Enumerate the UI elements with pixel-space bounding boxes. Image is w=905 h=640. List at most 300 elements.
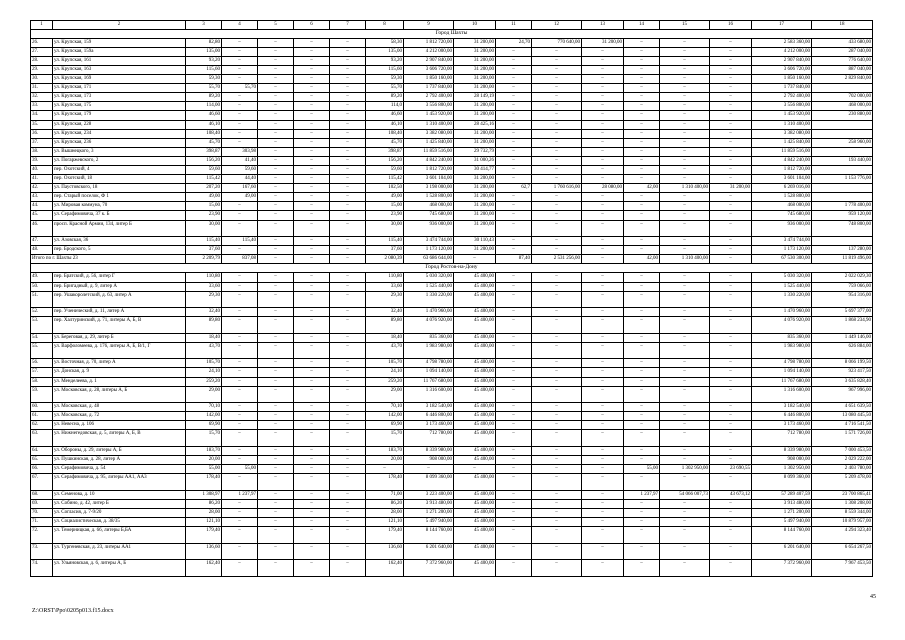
- value-cell: –: [330, 202, 366, 211]
- value-cell: –: [496, 220, 532, 237]
- value-cell: –: [582, 474, 624, 491]
- value-cell: –: [222, 455, 258, 464]
- row-number-cell: 28.: [31, 56, 53, 65]
- value-cell: –: [624, 455, 660, 464]
- value-cell: –: [330, 359, 366, 368]
- value-cell: –: [258, 47, 294, 56]
- value-cell: –: [532, 359, 582, 368]
- value-cell: –: [330, 282, 366, 291]
- value-cell: –: [532, 465, 582, 474]
- value-cell: –: [660, 308, 710, 317]
- value-cell: –: [660, 175, 710, 184]
- value-cell: 3 601 104,00: [404, 175, 454, 184]
- value-cell: –: [294, 220, 330, 237]
- value-cell: –: [330, 273, 366, 282]
- value-cell: –: [582, 175, 624, 184]
- value-cell: –: [330, 333, 366, 342]
- value-cell: –: [330, 220, 366, 237]
- row-number-cell: 66.: [31, 465, 53, 474]
- value-cell: –: [496, 508, 532, 517]
- value-cell: –: [222, 527, 258, 544]
- row-number-cell: 46.: [31, 220, 53, 237]
- value-cell: 887 040,00: [812, 65, 873, 74]
- value-cell: –: [496, 377, 532, 386]
- value-cell: 8 099 360,00: [404, 474, 454, 491]
- value-cell: [812, 237, 873, 246]
- address-cell: ул. Азовская, 36: [53, 237, 186, 246]
- value-cell: –: [660, 455, 710, 464]
- value-cell: 1 425 840,00: [404, 138, 454, 147]
- value-cell: –: [532, 527, 582, 544]
- value-cell: –: [330, 156, 366, 165]
- value-cell: –: [624, 156, 660, 165]
- address-cell: пер. Бродского, 5: [53, 246, 186, 255]
- value-cell: 115,40: [366, 237, 404, 246]
- value-cell: 3 556 800,00: [752, 102, 812, 111]
- value-cell: 49,00: [366, 193, 404, 202]
- value-cell: –: [258, 56, 294, 65]
- value-cell: –: [710, 129, 752, 138]
- value-cell: –: [294, 129, 330, 138]
- value-cell: –: [532, 237, 582, 246]
- value-cell: –: [330, 317, 366, 334]
- value-cell: –: [330, 120, 366, 129]
- table-row: [31, 308, 873, 317]
- value-cell: –: [660, 102, 710, 111]
- value-cell: –: [222, 412, 258, 421]
- value-cell: –: [496, 282, 532, 291]
- value-cell: 3 173 460,00: [404, 421, 454, 430]
- value-cell: 37,60: [186, 246, 222, 255]
- value-cell: 69,90: [366, 421, 404, 430]
- value-cell: –: [258, 282, 294, 291]
- value-cell: –: [660, 421, 710, 430]
- address-cell: ул. Крупская, 161: [53, 56, 186, 65]
- value-cell: 954 316,00: [812, 291, 873, 308]
- value-cell: –: [496, 166, 532, 175]
- value-cell: 46,10: [366, 120, 404, 129]
- value-cell: –: [532, 129, 582, 138]
- value-cell: 748 800,00: [812, 220, 873, 237]
- value-cell: –: [532, 47, 582, 56]
- value-cell: –: [222, 291, 258, 308]
- value-cell: –: [258, 65, 294, 74]
- address-cell: ул. Крупская, 228: [53, 120, 186, 129]
- value-cell: –: [624, 430, 660, 447]
- row-number-cell: 35.: [31, 120, 53, 129]
- file-path-footer: Z:\ORST\Ppo\0205p013.f15.docx: [32, 608, 114, 614]
- value-cell: 259,20: [186, 377, 222, 386]
- value-cell: –: [294, 111, 330, 120]
- value-cell: 4 798 780,00: [404, 359, 454, 368]
- value-cell: 31 200,00: [454, 65, 496, 74]
- address-cell: ул. Пушкинская, д. 28, литер А: [53, 455, 186, 464]
- row-number-cell: 36.: [31, 129, 53, 138]
- value-cell: –: [330, 75, 366, 84]
- table-row: [31, 455, 873, 464]
- value-cell: 45 400,00: [454, 377, 496, 386]
- value-cell: –: [496, 465, 532, 474]
- value-cell: –: [294, 386, 330, 403]
- value-cell: –: [496, 543, 532, 560]
- value-cell: –: [710, 102, 752, 111]
- column-number-cell: 2: [53, 21, 186, 30]
- value-cell: 86,20: [186, 499, 222, 508]
- value-cell: –: [294, 560, 330, 577]
- value-cell: –: [330, 527, 366, 544]
- address-cell: ул. Невесна, д. 106: [53, 421, 186, 430]
- value-cell: –: [294, 291, 330, 308]
- value-cell: –: [294, 166, 330, 175]
- value-cell: 93,20: [186, 56, 222, 65]
- row-number-cell: 71.: [31, 517, 53, 526]
- value-cell: –: [582, 333, 624, 342]
- address-cell: пер. Ушакоролетский, д. 63, литер А: [53, 291, 186, 308]
- value-cell: –: [294, 421, 330, 430]
- address-cell: ул. Восточная, д. 70, литер А: [53, 359, 186, 368]
- value-cell: –: [710, 430, 752, 447]
- value-cell: –: [496, 138, 532, 147]
- value-cell: –: [532, 342, 582, 359]
- value-cell: 4 651 639,50: [812, 403, 873, 412]
- value-cell: –: [624, 368, 660, 377]
- value-cell: –: [532, 75, 582, 84]
- value-cell: –: [294, 465, 330, 474]
- column-number-cell: 15: [660, 21, 710, 30]
- value-cell: 776 640,00: [812, 56, 873, 65]
- value-cell: –: [582, 455, 624, 464]
- value-cell: 31 200,00: [454, 102, 496, 111]
- value-cell: –: [660, 202, 710, 211]
- value-cell: 46,10: [186, 120, 222, 129]
- value-cell: –: [710, 359, 752, 368]
- value-cell: –: [660, 273, 710, 282]
- value-cell: 45 400,00: [454, 359, 496, 368]
- address-cell: ул. Социалистическая, д. 38/35: [53, 517, 186, 526]
- value-cell: –: [294, 93, 330, 102]
- value-cell: 115,42: [186, 175, 222, 184]
- value-cell: –: [222, 273, 258, 282]
- value-cell: 45 400,00: [454, 430, 496, 447]
- value-cell: –: [582, 421, 624, 430]
- value-cell: –: [294, 138, 330, 147]
- value-cell: –: [222, 386, 258, 403]
- value-cell: –: [258, 368, 294, 377]
- column-number-cell: 1: [31, 21, 53, 30]
- table-row: [31, 430, 873, 447]
- value-cell: –: [294, 75, 330, 84]
- value-cell: –: [330, 166, 366, 175]
- value-cell: –: [582, 211, 624, 220]
- value-cell: –: [258, 446, 294, 455]
- table-row: [31, 446, 873, 455]
- value-cell: –: [582, 220, 624, 237]
- row-number-cell: 41.: [31, 175, 53, 184]
- value-cell: 468 000,00: [812, 102, 873, 111]
- value-cell: 20,00: [366, 455, 404, 464]
- value-cell: –: [222, 421, 258, 430]
- value-cell: 1 737 840,00: [752, 84, 812, 93]
- value-cell: –: [660, 543, 710, 560]
- row-number-cell: 56.: [31, 359, 53, 368]
- total-value-cell: –: [294, 255, 330, 264]
- value-cell: –: [294, 543, 330, 560]
- value-cell: 37,60: [366, 246, 404, 255]
- value-cell: 3 913 480,00: [404, 499, 454, 508]
- value-cell: 28 149,19: [454, 93, 496, 102]
- value-cell: –: [496, 111, 532, 120]
- value-cell: 2 403 780,00: [812, 465, 873, 474]
- total-value-cell: –: [454, 255, 496, 264]
- value-cell: 15,70: [186, 430, 222, 447]
- address-cell: ул. Варфоломеева, д. 176, литеры А, Б, В/1, Г: [53, 342, 186, 359]
- value-cell: –: [660, 499, 710, 508]
- value-cell: 3 606 720,00: [752, 65, 812, 74]
- table-row: [31, 377, 873, 386]
- value-cell: [812, 147, 873, 156]
- value-cell: –: [624, 317, 660, 334]
- address-cell: ул. Крупская, 173: [53, 93, 186, 102]
- value-cell: –: [624, 517, 660, 526]
- value-cell: –: [582, 84, 624, 93]
- value-cell: –: [330, 403, 366, 412]
- value-cell: 259,20: [366, 377, 404, 386]
- value-cell: 1 453 920,00: [752, 111, 812, 120]
- value-cell: –: [660, 430, 710, 447]
- value-cell: 24,70: [496, 38, 532, 47]
- value-cell: 45 400,00: [454, 333, 496, 342]
- value-cell: –: [258, 84, 294, 93]
- value-cell: –: [330, 377, 366, 386]
- value-cell: 31 200,00: [582, 38, 624, 47]
- total-value-cell: 837,08: [222, 255, 258, 264]
- table-row: [31, 56, 873, 65]
- table-row: [31, 202, 873, 211]
- value-cell: –: [624, 220, 660, 237]
- value-cell: 1 850 160,00: [752, 75, 812, 84]
- value-cell: –: [496, 421, 532, 430]
- value-cell: –: [532, 166, 582, 175]
- value-cell: –: [222, 317, 258, 334]
- value-cell: –: [624, 93, 660, 102]
- value-cell: –: [710, 147, 752, 156]
- value-cell: 1 302 950,00: [660, 465, 710, 474]
- table-row: [31, 47, 873, 56]
- value-cell: –: [582, 359, 624, 368]
- value-cell: 62,7: [496, 184, 532, 193]
- value-cell: 3 474 744,00: [404, 237, 454, 246]
- value-cell: –: [582, 237, 624, 246]
- row-number-cell: 47.: [31, 237, 53, 246]
- value-cell: –: [496, 156, 532, 165]
- table-row: [31, 102, 873, 111]
- value-cell: 179,40: [366, 527, 404, 544]
- value-cell: –: [222, 517, 258, 526]
- table-row: [31, 282, 873, 291]
- value-cell: –: [582, 102, 624, 111]
- table-row: [31, 508, 873, 517]
- address-cell: ул. Крупская, 236: [53, 138, 186, 147]
- value-cell: –: [710, 499, 752, 508]
- value-cell: –: [660, 75, 710, 84]
- row-number-cell: 33.: [31, 102, 53, 111]
- row-number-cell: 72.: [31, 527, 53, 544]
- value-cell: 33,60: [186, 282, 222, 291]
- value-cell: –: [496, 175, 532, 184]
- value-cell: –: [294, 184, 330, 193]
- value-cell: –: [330, 246, 366, 255]
- table-row: [31, 368, 873, 377]
- value-cell: –: [582, 120, 624, 129]
- value-cell: 1 850 160,00: [404, 75, 454, 84]
- value-cell: –: [258, 455, 294, 464]
- value-cell: –: [330, 138, 366, 147]
- value-cell: –: [710, 47, 752, 56]
- value-cell: –: [496, 333, 532, 342]
- value-cell: –: [582, 111, 624, 120]
- value-cell: 433 680,00: [812, 38, 873, 47]
- value-cell: 115,60: [366, 65, 404, 74]
- value-cell: –: [294, 282, 330, 291]
- value-cell: –: [710, 138, 752, 147]
- value-cell: –: [294, 211, 330, 220]
- total-value-cell: 2 209,79: [186, 255, 222, 264]
- value-cell: 31 200,00: [454, 184, 496, 193]
- value-cell: 230 880,00: [812, 111, 873, 120]
- value-cell: –: [532, 102, 582, 111]
- value-cell: –: [532, 560, 582, 577]
- value-cell: –: [496, 193, 532, 202]
- value-cell: –: [222, 368, 258, 377]
- value-cell: 3 173 460,00: [752, 421, 812, 430]
- value-cell: –: [532, 202, 582, 211]
- value-cell: [812, 193, 873, 202]
- total-value-cell: 11 819 496,00: [812, 255, 873, 264]
- value-cell: 31 200,00: [454, 47, 496, 56]
- value-cell: –: [624, 166, 660, 175]
- value-cell: –: [330, 291, 366, 308]
- value-cell: 3 182 540,00: [752, 403, 812, 412]
- value-cell: –: [582, 273, 624, 282]
- value-cell: –: [710, 38, 752, 47]
- value-cell: 142,00: [366, 412, 404, 421]
- value-cell: –: [582, 75, 624, 84]
- value-cell: 28 080,00: [582, 184, 624, 193]
- value-cell: 1 812 720,00: [752, 166, 812, 175]
- value-cell: 5 030 320,00: [752, 273, 812, 282]
- value-cell: 55,00: [624, 465, 660, 474]
- table-row: [31, 474, 873, 491]
- value-cell: –: [330, 517, 366, 526]
- address-cell: пер. Охотский, 4: [53, 166, 186, 175]
- value-cell: 8 559 344,00: [812, 508, 873, 517]
- value-cell: 4 294 323,40: [812, 527, 873, 544]
- value-cell: –: [710, 377, 752, 386]
- value-cell: 31 200,00: [454, 220, 496, 237]
- value-cell: 4 842 240,00: [752, 156, 812, 165]
- address-cell: ул. Менделеева, д. 1: [53, 377, 186, 386]
- value-cell: –: [660, 38, 710, 47]
- value-cell: –: [624, 560, 660, 577]
- value-cell: 30 110,43: [454, 237, 496, 246]
- value-cell: –: [330, 308, 366, 317]
- value-cell: 936 000,00: [752, 220, 812, 237]
- value-cell: 7 372 960,00: [404, 560, 454, 577]
- value-cell: –: [624, 175, 660, 184]
- column-number-cell: 12: [532, 21, 582, 30]
- row-number-cell: 73.: [31, 543, 53, 560]
- value-cell: –: [660, 147, 710, 156]
- value-cell: –: [660, 386, 710, 403]
- value-cell: –: [330, 446, 366, 455]
- value-cell: –: [496, 308, 532, 317]
- value-cell: 10 879 957,00: [812, 517, 873, 526]
- value-cell: –: [660, 342, 710, 359]
- value-cell: 1 308,97: [186, 490, 222, 499]
- value-cell: –: [496, 499, 532, 508]
- value-cell: –: [582, 93, 624, 102]
- value-cell: 967 996,00: [812, 386, 873, 403]
- row-number-cell: 31.: [31, 84, 53, 93]
- table-row: [31, 193, 873, 202]
- value-cell: –: [258, 527, 294, 544]
- value-cell: –: [496, 237, 532, 246]
- value-cell: –: [330, 499, 366, 508]
- value-cell: 468 000,00: [752, 202, 812, 211]
- value-cell: –: [496, 102, 532, 111]
- value-cell: 1 094 140,00: [752, 368, 812, 377]
- value-cell: [812, 84, 873, 93]
- value-cell: –: [582, 65, 624, 74]
- value-cell: –: [532, 474, 582, 491]
- total-value-cell: 2 531 256,00: [532, 255, 582, 264]
- value-cell: 55,00: [186, 465, 222, 474]
- value-cell: –: [258, 560, 294, 577]
- value-cell: –: [582, 465, 624, 474]
- value-cell: 8 099 360,00: [752, 474, 812, 491]
- table-row: [31, 237, 873, 246]
- value-cell: –: [582, 147, 624, 156]
- value-cell: –: [294, 246, 330, 255]
- row-number-cell: 59.: [31, 386, 53, 403]
- value-cell: 3 382 080,00: [752, 129, 812, 138]
- address-cell: ул. Серафимовича, 37 к. Б: [53, 211, 186, 220]
- value-cell: 71,00: [366, 490, 404, 499]
- value-cell: –: [330, 102, 366, 111]
- value-cell: –: [294, 455, 330, 464]
- row-number-cell: 29.: [31, 65, 53, 74]
- value-cell: 1 525 440,00: [752, 282, 812, 291]
- value-cell: 31 200,00: [454, 38, 496, 47]
- address-cell: ул. Московская, д. 48: [53, 403, 186, 412]
- value-cell: 45 400,00: [454, 446, 496, 455]
- value-cell: 31 200,00: [454, 138, 496, 147]
- column-number-cell: 5: [258, 21, 294, 30]
- row-number-cell: 27.: [31, 47, 53, 56]
- value-cell: 3 606 720,00: [404, 65, 454, 74]
- value-cell: 1 760 616,00: [532, 184, 582, 193]
- address-cell: ул. Береговая, д. 29, литер Б: [53, 333, 186, 342]
- address-cell: ул. Крупская, 179: [53, 111, 186, 120]
- value-cell: –: [624, 273, 660, 282]
- value-cell: 105,70: [186, 359, 222, 368]
- value-cell: –: [532, 333, 582, 342]
- value-cell: –: [366, 465, 404, 474]
- value-cell: –: [710, 421, 752, 430]
- value-cell: –: [258, 342, 294, 359]
- value-cell: 178,40: [366, 474, 404, 491]
- value-cell: [812, 166, 873, 175]
